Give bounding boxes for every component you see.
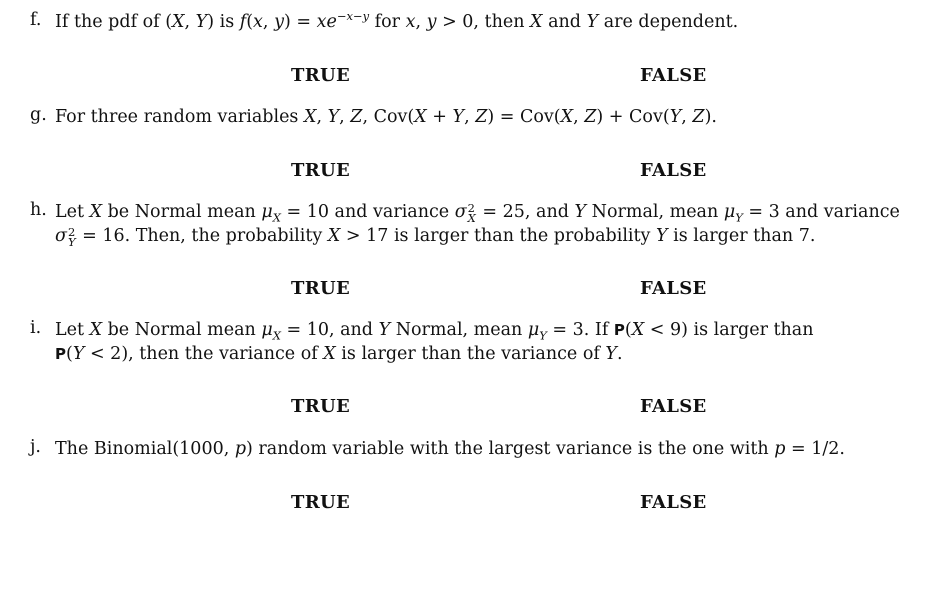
true-option[interactable]: TRUE: [291, 396, 350, 417]
question-letter: i.: [30, 318, 42, 338]
question-text: [55, 318, 908, 366]
question-text-line: σ 2 Y = 16. Then, the probability X > 17 is larger than the probability Y is larger than 7.: [55, 224, 816, 249]
true-option[interactable]: TRUE: [291, 65, 350, 86]
false-option[interactable]: FALSE: [640, 160, 707, 181]
question-text-line: For three random variables X, Y, Z, Cov(X + Y, Z) = Cov(X, Z) + Cov(Y, Z).: [55, 107, 717, 127]
question-h: [30, 200, 908, 248]
question-j: [30, 437, 908, 461]
question-letter: f.: [30, 10, 42, 30]
question-text-line: If the pdf of (X, Y) is f(x, $y) = xe^{-x-y}$ for x, y > 0, then X and Y are dependent.: [55, 9, 739, 32]
question-g: [30, 105, 908, 129]
false-option[interactable]: FALSE: [640, 396, 707, 417]
true-option[interactable]: TRUE: [291, 278, 350, 299]
question-letter: g.: [30, 105, 47, 125]
question-text-line: The Binomial(1000, p) random variable with the largest variance is the one with p = 1/2.: [55, 439, 845, 459]
question-text: [55, 437, 908, 461]
question-text: [55, 10, 908, 34]
question-letter: j.: [30, 437, 41, 457]
question-letter: h.: [30, 200, 47, 220]
question-f: [30, 10, 908, 34]
question-text-line: P(Y < 2), then the variance of X is larger than the variance of Y.: [55, 344, 623, 364]
false-option[interactable]: FALSE: [640, 278, 707, 299]
question-text: [55, 105, 908, 129]
false-option[interactable]: FALSE: [640, 492, 707, 513]
question-text: [55, 200, 908, 248]
question-text-line: Let X be Normal mean $\mu_X = 10$, and Y Normal, mean $\mu_Y = 3$. If P(X < 9) is larger than: [55, 320, 814, 343]
false-option[interactable]: FALSE: [640, 65, 707, 86]
question-text-line: Let X be Normal mean $\mu_X = 10$ and variance σ 2 X = 25, and Y Normal, mean $\mu_Y = 3$ and variance: [55, 200, 900, 225]
true-option[interactable]: TRUE: [291, 160, 350, 181]
true-option[interactable]: TRUE: [291, 492, 350, 513]
question-i: [30, 318, 908, 366]
